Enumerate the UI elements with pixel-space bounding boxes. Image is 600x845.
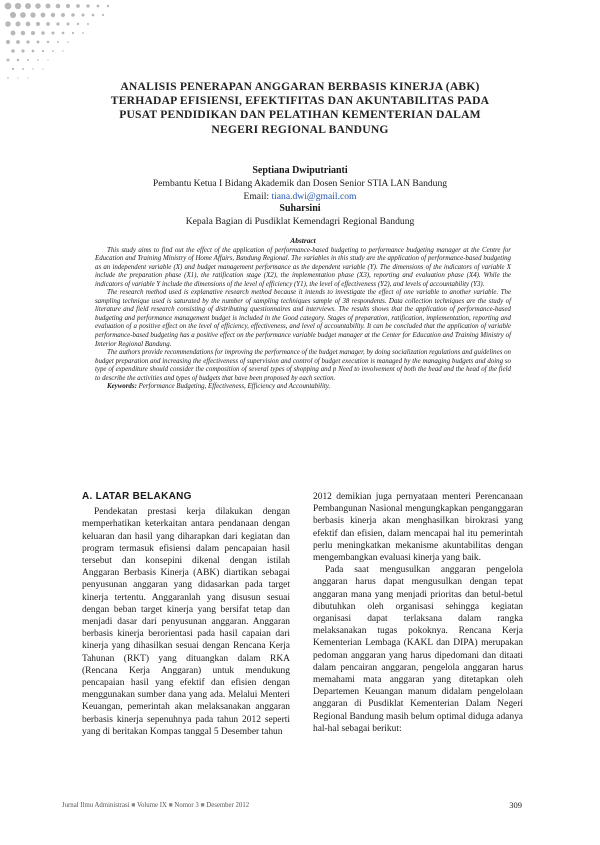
decoration-dot bbox=[15, 3, 21, 9]
section-heading: A. LATAR BELAKANG bbox=[82, 491, 192, 502]
email-link[interactable]: tiana.dwi@gmail.com bbox=[271, 190, 357, 202]
decoration-dot bbox=[62, 32, 65, 35]
decoration-dot bbox=[81, 13, 84, 16]
decoration-dot bbox=[45, 3, 50, 8]
decoration-dot bbox=[20, 12, 26, 18]
decoration-dot bbox=[62, 50, 63, 51]
journal-info bbox=[62, 802, 249, 809]
body-paragraph: 2012 demikian juga pernyataan menteri Perencanaan Pembangunan Nasional mengungkapkan penganggaran berbasis kinerja akan menghasilkan birokrasi yang efektif dan efisien, dalam mencapai hal itu pemerintah perlu meningkatkan mekanisme akuntabilitas dengan mengembangkan evaluasi kinerja yang baik. bbox=[313, 492, 523, 564]
journal-volume: Volume IX bbox=[136, 802, 167, 809]
decoration-dot bbox=[52, 50, 54, 52]
footer-separator: ■ bbox=[200, 802, 205, 809]
author-email-line bbox=[60, 191, 540, 204]
keywords-label: Keywords: bbox=[107, 383, 137, 391]
decoration-dot bbox=[22, 68, 24, 70]
decoration-dot bbox=[27, 59, 29, 61]
title-line: TERHADAP EFISIENSI, EFEKTIFITAS DAN AKUNTABILITAS PADA bbox=[110, 94, 490, 108]
decoration-dot bbox=[56, 4, 61, 9]
decoration-dot bbox=[46, 22, 50, 26]
decoration-dot bbox=[32, 50, 35, 53]
decoration-dot bbox=[86, 4, 89, 7]
decoration-dot bbox=[7, 59, 10, 62]
decoration-dot bbox=[72, 32, 74, 34]
decoration-dot bbox=[26, 40, 29, 43]
decoration-dot bbox=[30, 12, 35, 17]
decoration-dot bbox=[42, 68, 43, 69]
footer-separator: ■ bbox=[168, 802, 173, 809]
decoration-dot bbox=[31, 31, 35, 35]
decoration-dot bbox=[5, 21, 11, 27]
decoration-dot bbox=[87, 23, 89, 25]
decoration-dot bbox=[15, 21, 20, 26]
author-name: Suharsini bbox=[279, 203, 321, 215]
decoration-dot bbox=[67, 41, 69, 43]
abstract-paragraph: The authors provide recommendations for improving the performance of the budget manager, by doing socialization regulations and guidelines on budget preparation and increasing the effectiveness of supervision and control of budget execution is managed by the managing budgets and doing so type of expenditure should consider the composition of several types of shopping and p Need to involvement of both the head and the head of the field to describe the activities and types of budgets that have been proposed by each section. bbox=[95, 349, 511, 382]
decoration-dot bbox=[37, 41, 40, 44]
decoration-dot bbox=[47, 59, 48, 60]
decoration-dot bbox=[102, 14, 104, 16]
decoration-dot bbox=[25, 3, 31, 9]
title-line: NEGERI REGIONAL BANDUNG bbox=[211, 122, 389, 136]
decoration-dot bbox=[71, 13, 75, 17]
decoration-dot bbox=[11, 49, 15, 53]
title-line: PUSAT PENDIDIKAN DAN PELATIHAN KEMENTERIAN DALAM bbox=[119, 108, 481, 122]
body-column-right bbox=[313, 491, 523, 735]
author-affiliation: Pembantu Ketua I Bidang Akademik dan Dosen Senior STIA LAN Bandung bbox=[152, 177, 448, 189]
decoration-dot bbox=[36, 22, 40, 26]
abstract-paragraph: This study aims to find out the effect of the application of performance-based budgeting to performance budgeting manager at the Centre for Education and Training Ministry of Home Affairs, Bandung Regional. The variables in this study are the application of performance-based budgeting as an independent variable (X) and budget management performance as the dependent variable (Y). The dimensions of the indicators of variable X include the preparation phase (X1), the ratification stage (X2), the implementation phase (X3), reporting and evaluation phase (X4). While the indicators of variable Y include the dimensions of the level of efficiency (Y1), the level of effectiveness (Y2), and levels of accountability (Y3). bbox=[95, 246, 511, 288]
decoration-dot bbox=[17, 59, 20, 62]
journal-date: Desember 2012 bbox=[206, 802, 250, 809]
abstract-paragraph: The research method used is explanative research method because it intends to investigate the effect of one variable to another variable. The sampling technique used is saturated by the number of sampling techniques sample of 38 respondents. Data collection techniques are the study of literature and field research consisting of distributing questionnaires and interviews. The results shows that the application of performance-based budgeting and performance management budget is included in the Good category. Stages of preparation, ratification, implementation, reporting and evaluation of a positive effect on the level of efficiency, effectiveness, and level of accountability. It can be concluded that the application of variable performance-based budgeting has a positive effect on the performance variable budget manager at the Center for Education and Training Ministry of Interior Regional Bandung. bbox=[95, 289, 511, 348]
decoration-dot bbox=[27, 77, 28, 78]
decoration-dot bbox=[77, 23, 79, 25]
decoration-dot bbox=[12, 68, 14, 70]
author-name: Septiana Dwiputrianti bbox=[252, 165, 348, 176]
body-paragraph: Pada saat mengusulkan anggaran pengelola anggaran harus dapat mengusulkan dengan tepat anggaran mana yang menjadi prioritas dan betul-betul dibutuhkan oleh organisasi sehingga kegiatan organisasi dapat terlaksana dalam rangka melaksanakan tugas pokoknya. Rencana Kerja Kementerian Lembaga (KAKL dan DIPA) merupakan pedoman anggaran yang harus dipedomani dan ditaati dalam pencairan anggaran, pengelola anggaran harus memahami mata anggaran yang ditetapkan oleh Departemen Keuangan manum didalam pengelolaan anggaran di Pusdiklat Kementerian Dalam Negeri Regional Bandung masih belum optimal diduga adanya hal-hal sebagai berikut: bbox=[313, 565, 523, 734]
decoration-dot bbox=[35, 3, 40, 8]
body-paragraph: Pendekatan prestasi kerja dilakukan dengan memperhatikan keterkaitan antara pendanaan dengan keluaran dan hasil yang diharapkan dari kegiatan dan program termasuk efisiensi dalam pencapaian hasil tersebut dan konsepini dikenal dengan istilah Anggaran Berbasis Kinerja (ABK) diartikan sebagai penyusunan anggaran yang didasarkan pada target kinerja tertentu. Anggaranlah yang disusun sesuai dengan beban target kinerja yang bersifat tetap dan menjadi dasar dari penyusunan anggaran. Anggaran berbasis kinerja berorientasi pada hasil capaian dari kinerja yang dihasilkan sesuai dengan Rencana Kerja Tahunan (RKT) yang dituangkan dalam RKA (Rencana Kerja Anggaran) untuk mendukung pencapaian hasil yang efektif dan efisien dengan menggunakan sumber dana yang ada. Melalui Menteri Keuangan, pemerintah akan melaksanakan anggaran berbasis kinerja sepenuhnya pada tahun 2012 seperti yang di beritakan Kompas tanggal 5 Desember tahun bbox=[82, 507, 290, 737]
decoration-dot bbox=[51, 13, 55, 17]
email-label: Email: bbox=[243, 190, 270, 202]
body-column-left bbox=[82, 491, 290, 738]
journal-number: Nomor 3 bbox=[174, 802, 199, 809]
decoration-dot bbox=[66, 4, 70, 8]
decoration-dot bbox=[21, 31, 25, 35]
author-affiliation: Kepala Bagian di Pusdiklat Kemendagri Regional Bandung bbox=[185, 216, 415, 228]
decoration-dot bbox=[47, 41, 49, 43]
decoration-dot bbox=[42, 50, 44, 52]
author-block bbox=[60, 165, 540, 229]
decoration-dot bbox=[26, 22, 31, 27]
abstract-heading: Abstract bbox=[290, 236, 316, 245]
footer-separator: ■ bbox=[131, 802, 136, 809]
decoration-dot bbox=[82, 32, 84, 34]
decoration-dot bbox=[5, 3, 12, 10]
page-number: 309 bbox=[509, 800, 522, 810]
decoration-dot bbox=[41, 13, 46, 18]
decoration-dot bbox=[17, 77, 18, 78]
decoration-dot bbox=[21, 49, 24, 52]
abstract bbox=[95, 237, 511, 392]
keywords bbox=[95, 383, 511, 392]
decoration-dot bbox=[7, 77, 9, 79]
decoration-dot bbox=[6, 40, 10, 44]
decoration-dot bbox=[51, 31, 54, 34]
decoration-dot bbox=[97, 5, 100, 8]
decoration-dot bbox=[41, 31, 45, 35]
decoration-dot bbox=[11, 31, 16, 36]
decoration-dot bbox=[57, 41, 59, 43]
decoration-dot bbox=[76, 4, 80, 8]
decoration-dot bbox=[37, 59, 39, 61]
decoration-dot bbox=[107, 5, 109, 7]
decoration-dot bbox=[16, 40, 20, 44]
keywords-text: Performance Budgeting, Effectiveness, Efficiency and Accountability. bbox=[138, 383, 331, 391]
decoration-dot bbox=[10, 12, 16, 18]
title-line: ANALISIS PENERAPAN ANGGARAN BERBASIS KINERJA (ABK) bbox=[120, 80, 480, 93]
decoration-dot bbox=[67, 23, 70, 26]
page-footer bbox=[62, 800, 522, 814]
decoration-dot bbox=[92, 14, 95, 17]
decoration-dot bbox=[56, 22, 59, 25]
decoration-dot bbox=[32, 68, 33, 69]
journal-name: Jurnal Ilmu Administrasi bbox=[62, 802, 130, 809]
decoration-dot bbox=[61, 13, 65, 17]
paper-title bbox=[70, 80, 530, 137]
